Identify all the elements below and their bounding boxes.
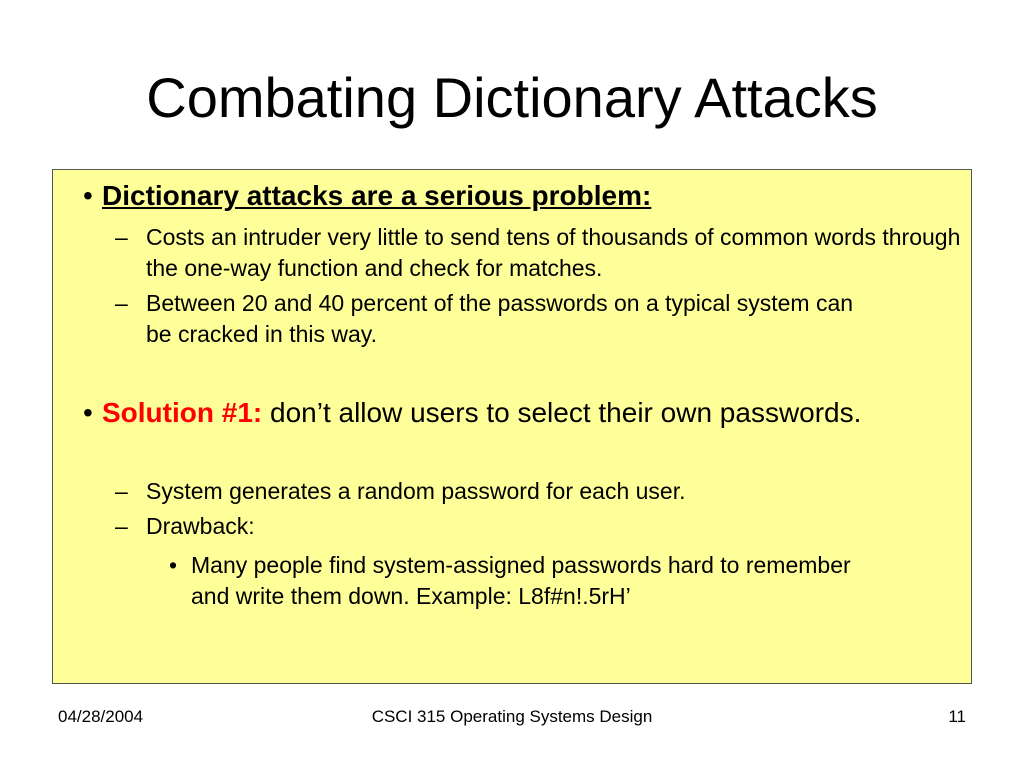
bullet-text: don’t allow users to select their own passwords. bbox=[270, 397, 862, 428]
bullet-text-group bbox=[102, 397, 883, 429]
content-box bbox=[52, 169, 972, 684]
bullet-item-1 bbox=[83, 180, 943, 212]
bullet-marker: • bbox=[83, 180, 93, 211]
footer-page-number: 11 bbox=[948, 707, 966, 726]
solution-label: Solution #1: bbox=[102, 397, 263, 428]
sub-bullet-item-2-2 bbox=[115, 511, 935, 542]
sub-bullet-item-1-1 bbox=[115, 222, 975, 284]
bullet-marker: • bbox=[83, 397, 93, 428]
dash-marker: – bbox=[115, 478, 128, 504]
dash-marker: – bbox=[115, 513, 128, 539]
sub-sub-bullet-text: Many people find system-assigned passwords hard to remember and write them down. Example: L8f#n!.5rH’ bbox=[191, 552, 851, 609]
footer-course: CSCI 315 Operating Systems Design bbox=[371, 707, 653, 726]
footer-date: 04/28/2004 bbox=[58, 707, 144, 726]
dash-marker: – bbox=[115, 290, 128, 316]
bullet-item-2 bbox=[83, 397, 883, 429]
bullet-text: Dictionary attacks are a serious problem: bbox=[102, 180, 652, 211]
sub-bullet-item-1-2 bbox=[115, 288, 875, 350]
sub-bullet-text: Drawback: bbox=[146, 513, 255, 539]
sub-bullet-text: Between 20 and 40 percent of the passwords on a typical system can be cracked in this way. bbox=[146, 290, 854, 347]
sub-bullet-text: System generates a random password for each user. bbox=[146, 478, 686, 504]
dash-marker: – bbox=[115, 224, 128, 250]
sub-bullet-item-2-1 bbox=[115, 476, 935, 507]
slide-title: Combating Dictionary Attacks bbox=[146, 66, 878, 129]
bullet-marker: • bbox=[169, 552, 178, 578]
sub-bullet-text: Costs an intruder very little to send tens of thousands of common words through the one-way function and check for matches. bbox=[146, 224, 961, 281]
sub-sub-bullet-item-2-2-1 bbox=[169, 550, 889, 612]
